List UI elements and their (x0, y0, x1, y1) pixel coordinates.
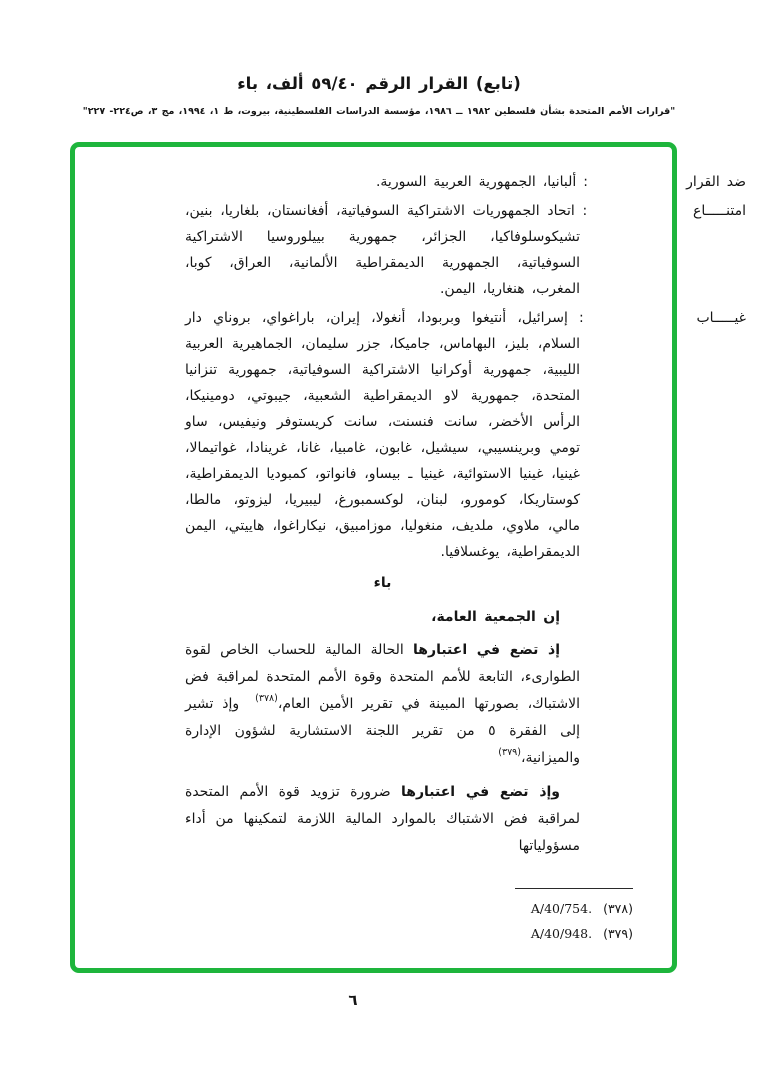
colon-separator: : (576, 174, 595, 190)
vote-against-countries: ألبانيا، الجمهورية العربية السورية. (375, 174, 577, 190)
footnote-379 (513, 921, 633, 946)
paragraph-text: ضرورة تزويد قوة الأمم المتحدة لمراقبة فض الاشتباك بالموارد المالية اللازمة لتمكينها من أداء مسؤولياتها (185, 784, 580, 854)
source-citation: "قرارات الأمم المتحدة بشأن فلسطين ١٩٨٢ ــ ١٩٨٦، مؤسسة الدراسات الفلسطينية، بيروت، ط ١، ١٩٩٤، مج ٣، ص٢٢٤- ٢٢٧" (82, 106, 676, 117)
vote-absent-countries: إسرائيل، أنتيغوا وبربودا، أنغولا، إيران، باراغواي، بروناي دار السلام، بليز، البهاماس، جاميكا، جزر سليمان، الجماهيرية العربية الليبية، جمهورية أوكرانيا الاشتراكية السوفياتية، جمهورية تنزانيا المتحدة، جمهورية لاو الديمقراطية الشعبية، جيبوتي، دومينيكا، الرأس الأخضر، سانت فنسنت، سانت كريستوفر ونيفيس، ساو تومي وبرينسيبي، سيشيل، غابون، غامبيا، غانا، غرينادا، غواتيمالا، غينيا، غينيا الاستوائية، غينيا ـ بيساو، فانواتو، كمبوديا الديمقراطية، كوستاريكا، كومورو، لبنان، لوكسمبورغ، ليبيريا، ليزوتو، مالطا، مالي، ملاوي، ملديف، منغوليا، موزامبيق، نيكاراغوا، هاييتي، اليمن الديمقراطية، يوغسلافيا. (185, 310, 580, 560)
footnote-number: (٣٧٨) (603, 901, 633, 916)
footnotes-block (513, 888, 633, 946)
footnote-divider (515, 888, 633, 889)
vote-against-label: ضد القرار (686, 174, 746, 190)
vote-abstain-label: امتنـــــاع (693, 203, 746, 219)
resolution-body (75, 147, 746, 860)
highlight-border-box (70, 142, 746, 973)
section-heading-b: باء (373, 575, 392, 591)
paragraph-text: وإذ تشير إلى الفقرة ٥ من تقرير اللجنة الاستشارية لشؤون الإدارة والميزانية، (185, 696, 580, 766)
page-number: ٦ (348, 991, 358, 1009)
footnote-ref-378: (٣٧٨) (255, 693, 278, 704)
colon-separator: : (574, 203, 595, 219)
preamble-paragraph-2 (185, 779, 580, 860)
page-title: (تابع) القرار الرقم ٥٩/٤٠ ألف، باء (237, 74, 521, 93)
preamble-paragraph-1 (185, 637, 580, 772)
footnote-document-symbol: A/40/754. (530, 901, 593, 916)
assembly-salutation: إن الجمعية العامة، (431, 609, 560, 625)
paragraph-lead: إذ تضع في اعتبارها (413, 642, 560, 658)
footnote-378 (513, 896, 633, 921)
paragraph-text: الحالة المالية للحساب الخاص لقوة الطوارىء، التابعة للأمم المتحدة وقوة الأمم المتحدة لمراقبة فض الاشتباك، بصورتها المبينة في تقرير الأمين العام، (185, 642, 580, 712)
colon-separator: : (567, 310, 595, 326)
vote-absent-row (185, 305, 746, 565)
footnote-document-symbol: A/40/948. (530, 926, 593, 941)
vote-against-row (185, 169, 746, 195)
paragraph-lead: وإذ تضع في اعتبارها (400, 784, 561, 800)
footnote-ref-379: (٣٧٩) (498, 747, 521, 758)
vote-abstain-countries: اتحاد الجمهوريات الاشتراكية السوفياتية، أفغانستان، بلغاريا، بنين، تشيكوسلوفاكيا، الجزائر، جمهورية بييلوروسيا الاشتراكية السوفياتية، الجمهورية الديمقراطية الألمانية، العراق، كوبا، المغرب، هنغاريا، اليمن. (185, 203, 580, 297)
vote-absent-label: غيـــــاب (696, 310, 746, 326)
vote-abstain-row (185, 198, 746, 302)
footnote-number: (٣٧٩) (603, 926, 633, 941)
